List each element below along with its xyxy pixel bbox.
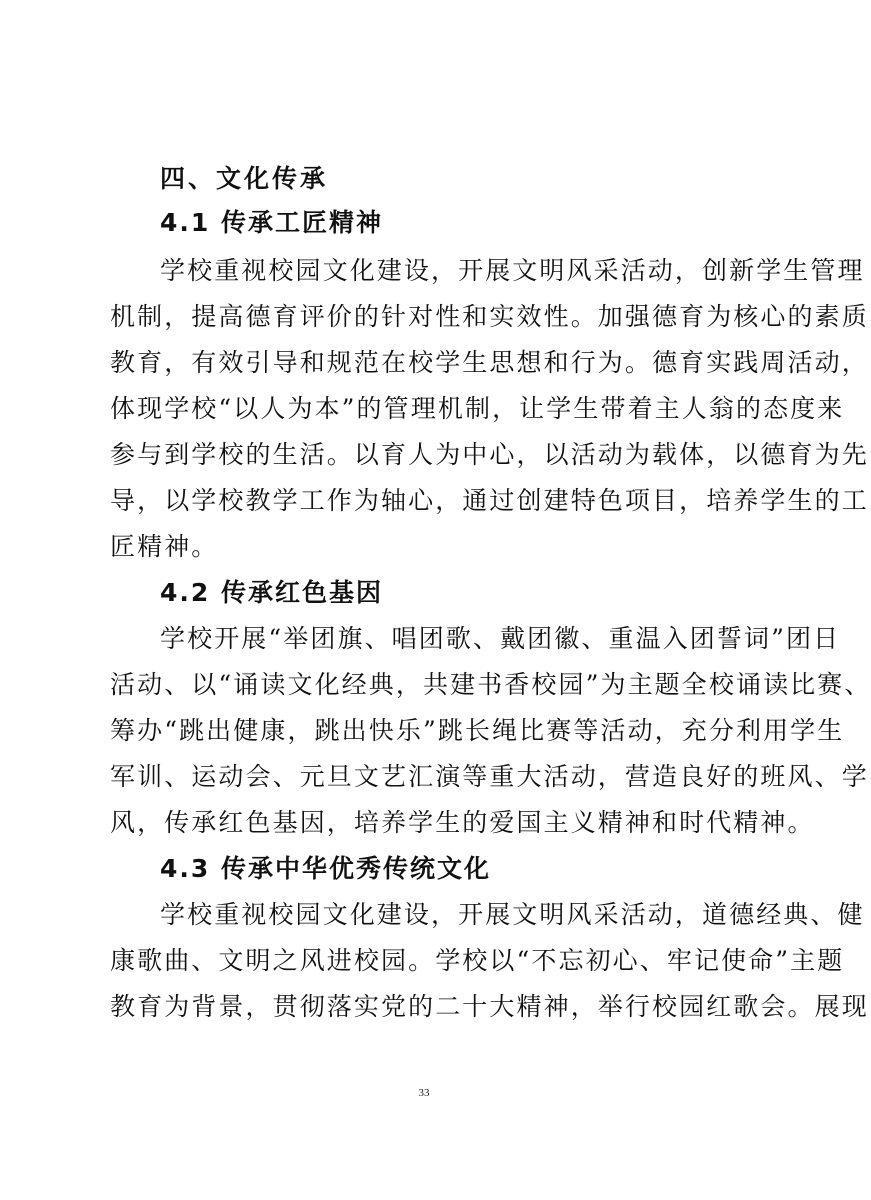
paragraph-line: 康歌曲、文明之风进校园。学校以“不忘初心、牢记使命”主题 (110, 946, 845, 975)
subsection-title-2: 4.2 传承红色基因 (160, 578, 383, 607)
paragraph-line: 军训、运动会、元旦文艺汇演等重大活动，营造良好的班风、学 (110, 762, 869, 791)
paragraph-line: 学校开展“举团旗、唱团歌、戴团徽、重温入团誓词”团日 (160, 624, 841, 653)
paragraph-line: 教育为背景，贯彻落实党的二十大精神，举行校园红歌会。展现 (110, 992, 869, 1021)
paragraph-line: 教育，有效引导和规范在校学生思想和行为。德育实践周活动， (110, 348, 869, 377)
paragraph-line: 活动、以“诵读文化经典，共建书香校园”为主题全校诵读比赛、 (110, 670, 871, 699)
paragraph-line: 参与到学校的生活。以育人为中心，以活动为载体，以德育为先 (110, 440, 869, 469)
paragraph-line: 风，传承红色基因，培养学生的爱国主义精神和时代精神。 (110, 808, 815, 837)
paragraph-line: 匠精神。 (110, 532, 219, 561)
paragraph-line: 体现学校“以人为本”的管理机制，让学生带着主人翁的态度来 (110, 394, 845, 423)
paragraph-line: 机制，提高德育评价的针对性和实效性。加强德育为核心的素质 (110, 302, 869, 331)
section-title: 四、文化传承 (160, 164, 329, 193)
subsection-title-3: 4.3 传承中华优秀传统文化 (160, 854, 491, 883)
paragraph-line: 学校重视校园文化建设，开展文明风采活动，创新学生管理 (160, 256, 865, 285)
paragraph-line: 筹办“跳出健康，跳出快乐”跳长绳比赛等活动，充分利用学生 (110, 716, 845, 745)
paragraph-line: 学校重视校园文化建设，开展文明风采活动，道德经典、健 (160, 900, 865, 929)
page-number: 33 (418, 1087, 430, 1099)
subsection-title-1: 4.1 传承工匠精神 (160, 208, 383, 237)
paragraph-line: 导，以学校教学工作为轴心，通过创建特色项目，培养学生的工 (110, 486, 869, 515)
